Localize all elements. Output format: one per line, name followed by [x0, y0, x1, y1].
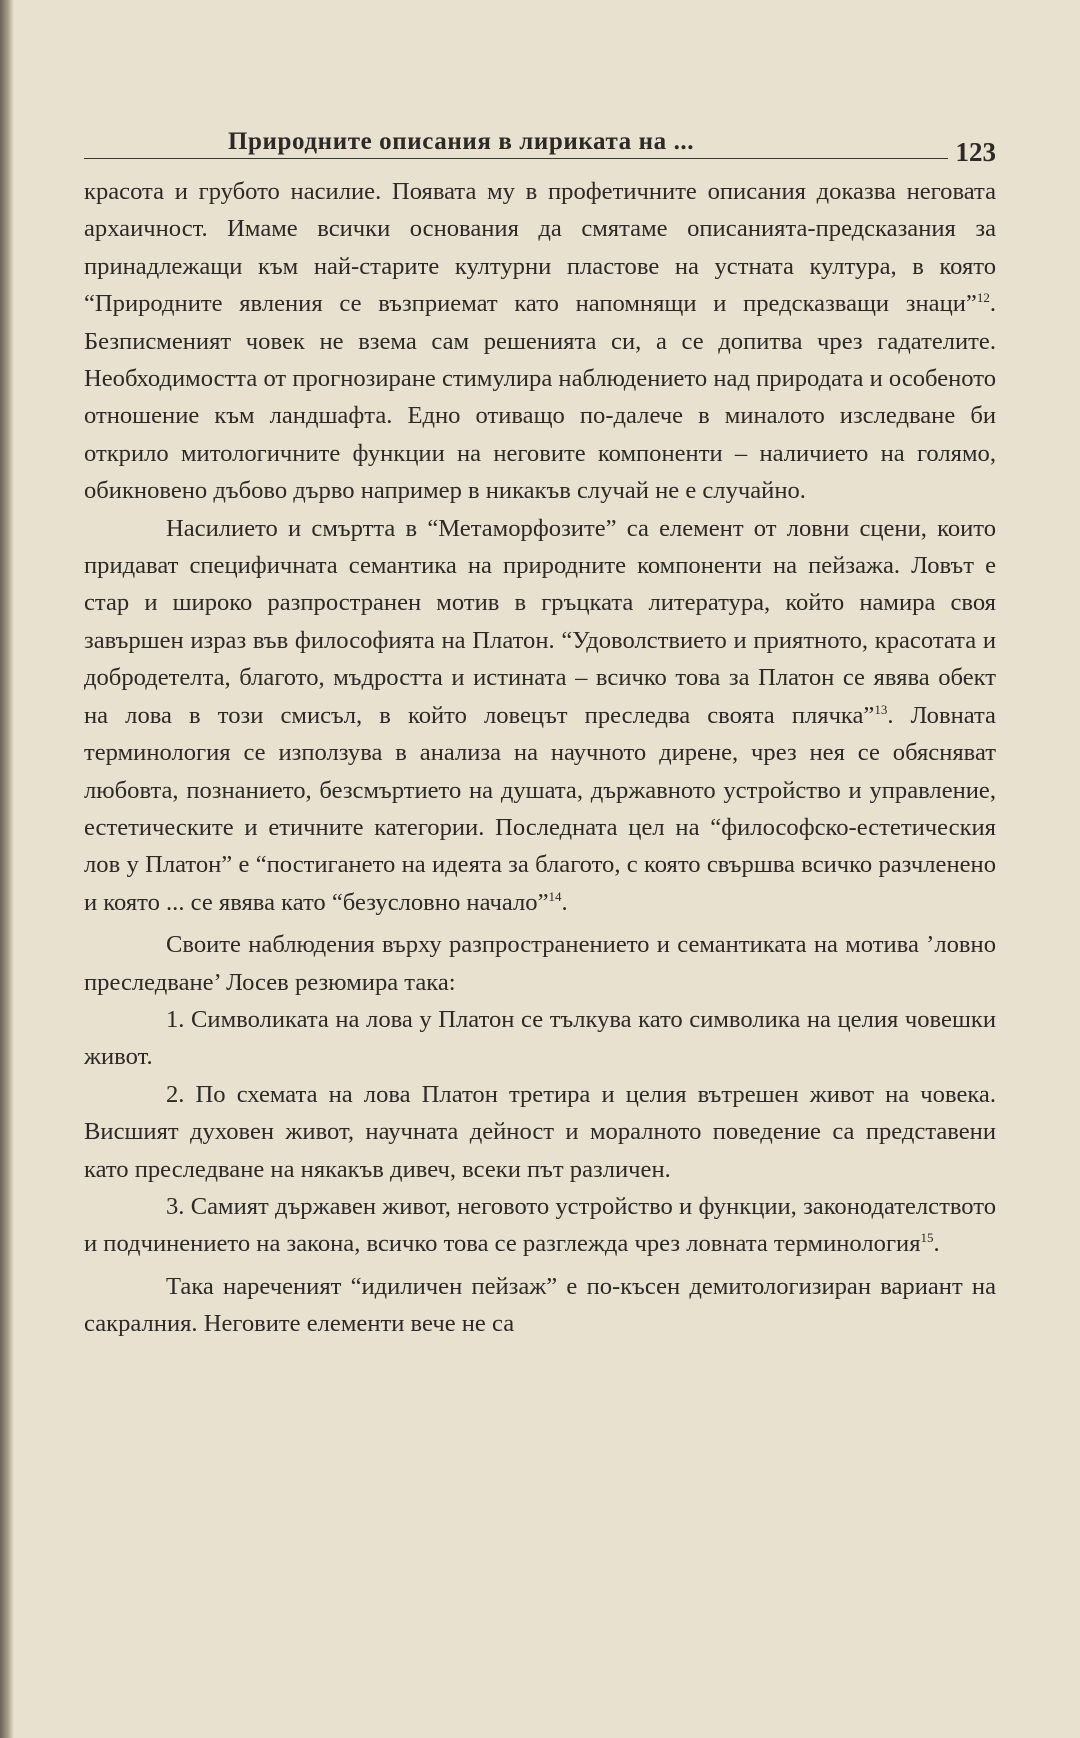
- book-page: [84, 110, 996, 1343]
- footnote-ref-12: 12: [976, 290, 990, 306]
- footnote-ref-13: 13: [874, 701, 888, 717]
- paragraph-1: [84, 173, 996, 510]
- page-number: 123: [948, 137, 997, 168]
- body-text: [84, 173, 996, 1343]
- running-header: [84, 110, 996, 167]
- paragraph-2-text: Насилието и смъртта в “Метаморфозите” са елемент от ловни сцени, които придават специфичната семантика на природните компоненти на пейзажа. Ловът е стар и широко разпространен мотив в гръцката литература, който намира своя завършен израз във философията на Платон. “Удоволствието и приятното, красотата и добродетелта, благото, мъдростта и истината – всичко това за Платон се явява обект на лова в този смисъл, в който ловецът преследва своята плячка”: [84, 514, 996, 729]
- list-item-3: [84, 1188, 996, 1263]
- paragraph-3: Своите наблюдения върху разпространението и семантиката на мотива ’ловно преследване’ Лосев резюмира така:: [84, 931, 996, 996]
- footnote-ref-15: 15: [920, 1230, 934, 1246]
- paragraph-last: Така нареченият “идиличен пейзаж” е по-късен демитологизиран вариант на сакралния. Неговите елементи вече не са: [84, 1272, 996, 1338]
- paragraph-1-text-cont: . Безписменият човек не взема сам решенията си, а се допитва чрез гадателите. Необходимостта от прогнозиране стимулира наблюдението над природата и особеното отношение към ландшафта. Едно отиващо по-далече в миналото изследване би открило митологичните функции на неговите компоненти – наличието на голямо, обикновено дъбово дърво например в никакъв случай не е случайно.: [84, 290, 996, 505]
- paragraph-2-text-end: .: [561, 888, 568, 916]
- paragraph-2: [84, 510, 996, 921]
- paragraph-2-text-cont: . Ловната терминология се използува в анализа на научното дирене, чрез нея се обясняват любовта, познанието, безсмъртието на душата, държавното устройство и управление, естетическите и етичните категории. Последната цел на “философско-естетическия лов у Платон” е “постигането на идеята за благото, с която свършва всичко разчленено и която ... се явява като “безусловно начало”: [84, 701, 996, 916]
- list-item-3-text: 3. Самият държавен живот, неговото устройство и функции, законодателството и подчинението на закона, всичко това се разглежда чрез ловната терминология: [84, 1192, 996, 1258]
- running-title: Природните описания в лириката на ...: [228, 128, 695, 155]
- list-item-3-text-end: .: [933, 1230, 940, 1258]
- footnote-ref-14: 14: [548, 888, 562, 904]
- list-item-1: 1. Символиката на лова у Платон се тълкува като символика на целия човешки живот.: [84, 1005, 996, 1071]
- list-item-2: 2. По схемата на лова Платон третира и целия вътрешен живот на човека. Висшият духовен живот, научната дейност и моралното поведение са представени като преследване на някакъв дивеч, всеки път различен.: [84, 1080, 996, 1183]
- book-spine-shadow: [0, 0, 14, 1738]
- paragraph-1-text: красота и грубото насилие. Появата му в профетичните описания доказва неговата архаичност. Имаме всички основания да смятаме описанията-предсказания за принадлежащи към най-старите културни пластове на устната култура, в която “Природните явления се възприемат като напомнящи и предсказващи знаци”: [84, 178, 996, 318]
